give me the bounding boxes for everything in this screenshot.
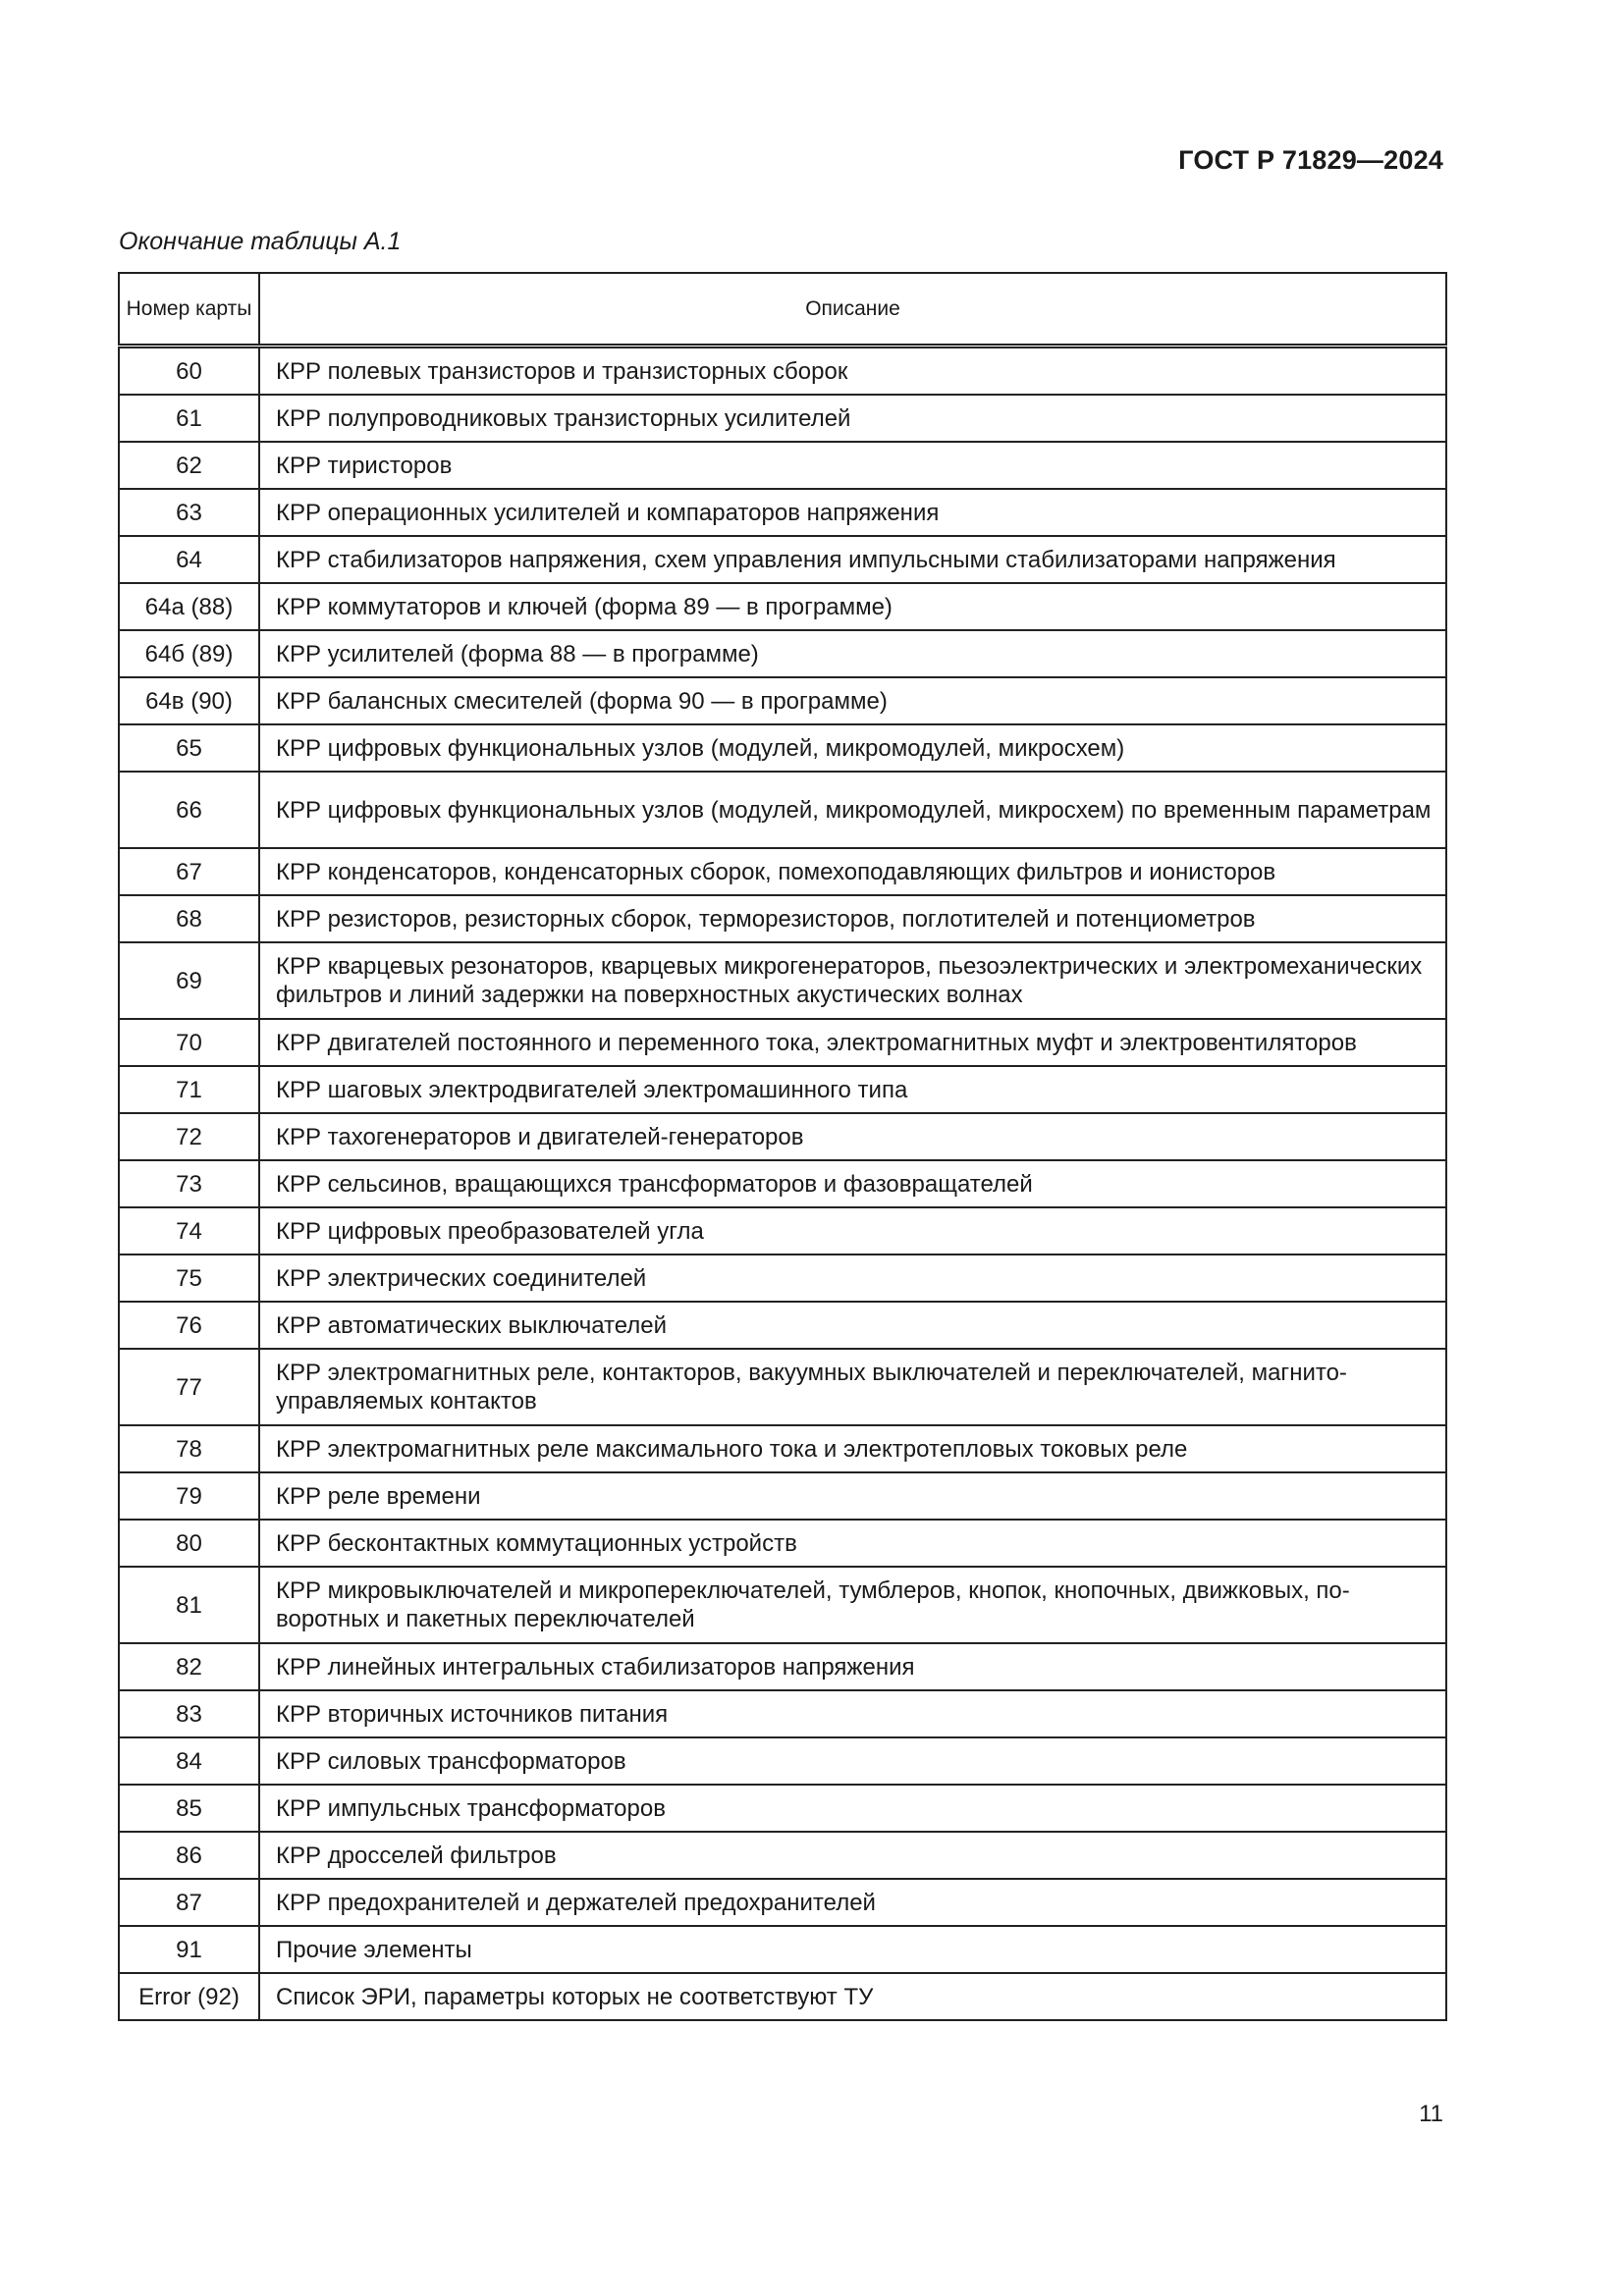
table-row — [119, 489, 1446, 536]
card-number-cell: 81 — [119, 1567, 259, 1643]
table-row — [119, 1066, 1446, 1113]
table-row — [119, 630, 1446, 677]
description-cell: КРР шаговых электродвигателей электромашинного типа — [259, 1066, 1446, 1113]
description-cell: КРР бесконтактных коммутационных устройств — [259, 1520, 1446, 1567]
card-number-cell: 60 — [119, 347, 259, 396]
table-container — [118, 272, 1447, 2021]
card-number-cell: 82 — [119, 1643, 259, 1690]
card-number-cell: 77 — [119, 1349, 259, 1425]
description-cell: КРР вторичных источников питания — [259, 1690, 1446, 1737]
table-row — [119, 1643, 1446, 1690]
description-cell: КРР резисторов, резисторных сборок, терморезисторов, поглотителей и потенциометров — [259, 895, 1446, 942]
table-row — [119, 442, 1446, 489]
card-number-cell: 85 — [119, 1785, 259, 1832]
card-number-cell: 62 — [119, 442, 259, 489]
description-cell: КРР балансных смесителей (форма 90 — в программе) — [259, 677, 1446, 724]
card-number-cell: 84 — [119, 1737, 259, 1785]
card-number-cell: 68 — [119, 895, 259, 942]
table-row — [119, 1113, 1446, 1160]
table-row — [119, 1567, 1446, 1643]
table-row — [119, 1879, 1446, 1926]
description-cell: КРР электромагнитных реле, контакторов, вакуумных выключателей и переключателей, магнитоуправляемых контактов — [259, 1349, 1446, 1425]
card-number-cell: 78 — [119, 1425, 259, 1472]
description-cell: КРР сельсинов, вращающихся трансформаторов и фазовращателей — [259, 1160, 1446, 1207]
description-cell: КРР тахогенераторов и двигателей-генераторов — [259, 1113, 1446, 1160]
table-row — [119, 1302, 1446, 1349]
description-cell: КРР силовых трансформаторов — [259, 1737, 1446, 1785]
table-caption: Окончание таблицы А.1 — [119, 228, 402, 255]
card-number-cell: 70 — [119, 1019, 259, 1066]
description-cell: КРР усилителей (форма 88 — в программе) — [259, 630, 1446, 677]
table-row — [119, 848, 1446, 895]
card-number-cell: 79 — [119, 1472, 259, 1520]
description-cell: КРР электрических соединителей — [259, 1255, 1446, 1302]
card-number-cell: 67 — [119, 848, 259, 895]
table-row — [119, 1973, 1446, 2020]
description-cell: КРР дросселей фильтров — [259, 1832, 1446, 1879]
card-number-cell: 61 — [119, 395, 259, 442]
table-row — [119, 1926, 1446, 1973]
card-number-cell: 64 — [119, 536, 259, 583]
description-cell: КРР микровыключателей и микропереключателей, тумблеров, кнопок, кнопочных, движковых, поворотных и пакетных переключателей — [259, 1567, 1446, 1643]
table-row — [119, 1520, 1446, 1567]
card-number-cell: 91 — [119, 1926, 259, 1973]
description-cell: КРР автоматических выключателей — [259, 1302, 1446, 1349]
card-number-cell: 69 — [119, 942, 259, 1019]
card-number-cell: 64в (90) — [119, 677, 259, 724]
description-cell: КРР стабилизаторов напряжения, схем управления импульсными стабилизаторами напряжения — [259, 536, 1446, 583]
table-row — [119, 1019, 1446, 1066]
card-number-cell: 66 — [119, 772, 259, 848]
description-cell: КРР линейных интегральных стабилизаторов напряжения — [259, 1643, 1446, 1690]
card-number-cell: 86 — [119, 1832, 259, 1879]
description-cell: КРР цифровых функциональных узлов (модулей, микромодулей, микросхем) по временным параметрам — [259, 772, 1446, 848]
table-row — [119, 1832, 1446, 1879]
table-row — [119, 395, 1446, 442]
table-row — [119, 1737, 1446, 1785]
table-row — [119, 1207, 1446, 1255]
card-number-cell: 64а (88) — [119, 583, 259, 630]
description-cell: КРР цифровых преобразователей угла — [259, 1207, 1446, 1255]
table-row — [119, 1255, 1446, 1302]
description-cell: КРР реле времени — [259, 1472, 1446, 1520]
card-number-cell: 63 — [119, 489, 259, 536]
table-row — [119, 895, 1446, 942]
description-cell: КРР двигателей постоянного и переменного тока, электромагнитных муфт и электровентиляторов — [259, 1019, 1446, 1066]
description-cell: КРР предохранителей и держателей предохранителей — [259, 1879, 1446, 1926]
table-row — [119, 1349, 1446, 1425]
document-header: ГОСТ Р 71829—2024 — [1178, 145, 1443, 175]
description-cell: Список ЭРИ, параметры которых не соответствуют ТУ — [259, 1973, 1446, 2020]
table-row — [119, 1160, 1446, 1207]
description-cell: КРР полевых транзисторов и транзисторных сборок — [259, 347, 1446, 396]
column-header-number: Номер карты — [119, 273, 259, 347]
card-number-cell: 80 — [119, 1520, 259, 1567]
description-cell: КРР конденсаторов, конденсаторных сборок, помехоподавляющих фильтров и ионисторов — [259, 848, 1446, 895]
table-row — [119, 724, 1446, 772]
table-row — [119, 536, 1446, 583]
table-row — [119, 1690, 1446, 1737]
table-row — [119, 1425, 1446, 1472]
description-cell: КРР импульсных трансформаторов — [259, 1785, 1446, 1832]
description-cell: КРР коммутаторов и ключей (форма 89 — в программе) — [259, 583, 1446, 630]
table-body — [119, 347, 1446, 2021]
description-cell: КРР цифровых функциональных узлов (модулей, микромодулей, микросхем) — [259, 724, 1446, 772]
card-number-cell: 73 — [119, 1160, 259, 1207]
table-row — [119, 677, 1446, 724]
table-row — [119, 347, 1446, 396]
description-cell: КРР операционных усилителей и компараторов напряжения — [259, 489, 1446, 536]
table-header-row — [119, 273, 1446, 347]
description-cell: КРР полупроводниковых транзисторных усилителей — [259, 395, 1446, 442]
column-header-description: Описание — [259, 273, 1446, 347]
page-number: 11 — [1419, 2101, 1443, 2127]
card-number-cell: 76 — [119, 1302, 259, 1349]
card-number-cell: 65 — [119, 724, 259, 772]
card-number-cell: 75 — [119, 1255, 259, 1302]
table-row — [119, 942, 1446, 1019]
card-number-cell: 87 — [119, 1879, 259, 1926]
description-cell: КРР электромагнитных реле максимального тока и электротепловых токовых реле — [259, 1425, 1446, 1472]
table-row — [119, 583, 1446, 630]
table-row — [119, 1785, 1446, 1832]
card-number-cell: Error (92) — [119, 1973, 259, 2020]
table-row — [119, 1472, 1446, 1520]
description-cell: КРР тиристоров — [259, 442, 1446, 489]
card-number-cell: 74 — [119, 1207, 259, 1255]
card-number-cell: 83 — [119, 1690, 259, 1737]
table-row — [119, 772, 1446, 848]
description-cell: КРР кварцевых резонаторов, кварцевых микрогенераторов, пьезоэлектрических и электромеханических фильтров и линий задержки на поверхностных акустических волнах — [259, 942, 1446, 1019]
card-number-cell: 72 — [119, 1113, 259, 1160]
description-cell: Прочие элементы — [259, 1926, 1446, 1973]
card-number-cell: 71 — [119, 1066, 259, 1113]
cards-table — [118, 272, 1447, 2021]
card-number-cell: 64б (89) — [119, 630, 259, 677]
